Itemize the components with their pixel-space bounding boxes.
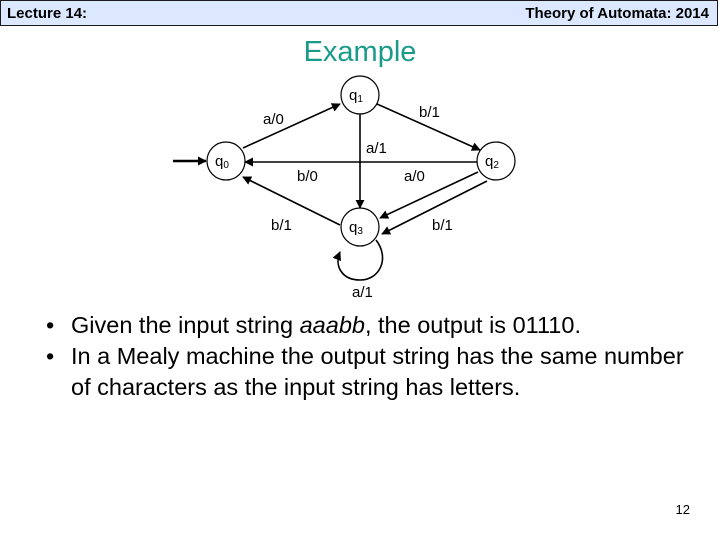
label-q2-q3-b: b/1 bbox=[432, 217, 453, 234]
label-q2-q3-a: a/0 bbox=[404, 168, 425, 185]
lecture-label: Lecture 14: bbox=[7, 5, 88, 22]
slide-title: Example bbox=[303, 36, 417, 68]
svg-text:q3: q3 bbox=[349, 219, 363, 237]
edge-q0-q1 bbox=[243, 104, 340, 148]
page-number: 12 bbox=[675, 502, 690, 517]
bullet-list bbox=[42, 310, 702, 403]
state-q2 bbox=[477, 142, 515, 180]
state-q0 bbox=[207, 142, 245, 180]
label-q2-q0: b/0 bbox=[297, 168, 318, 185]
bullet-item: • Given the input string aaabb, the output is 01110. bbox=[42, 310, 702, 341]
label-q0-q1: a/0 bbox=[263, 111, 284, 128]
svg-text:q0: q0 bbox=[215, 153, 229, 171]
svg-text:q2: q2 bbox=[485, 153, 499, 171]
label-q1-q2: b/1 bbox=[419, 104, 440, 121]
course-label: Theory of Automata: 2014 bbox=[525, 5, 709, 22]
state-q3 bbox=[341, 208, 379, 246]
state-q1 bbox=[341, 76, 379, 114]
label-q3-q0: b/1 bbox=[271, 217, 292, 234]
svg-text:q1: q1 bbox=[349, 87, 363, 105]
label-q3-self: a/1 bbox=[352, 284, 373, 301]
label-q1-q3: a/1 bbox=[366, 140, 387, 157]
bullet-item: • In a Mealy machine the output string has the same number of characters as the input string has letters. bbox=[42, 341, 702, 403]
